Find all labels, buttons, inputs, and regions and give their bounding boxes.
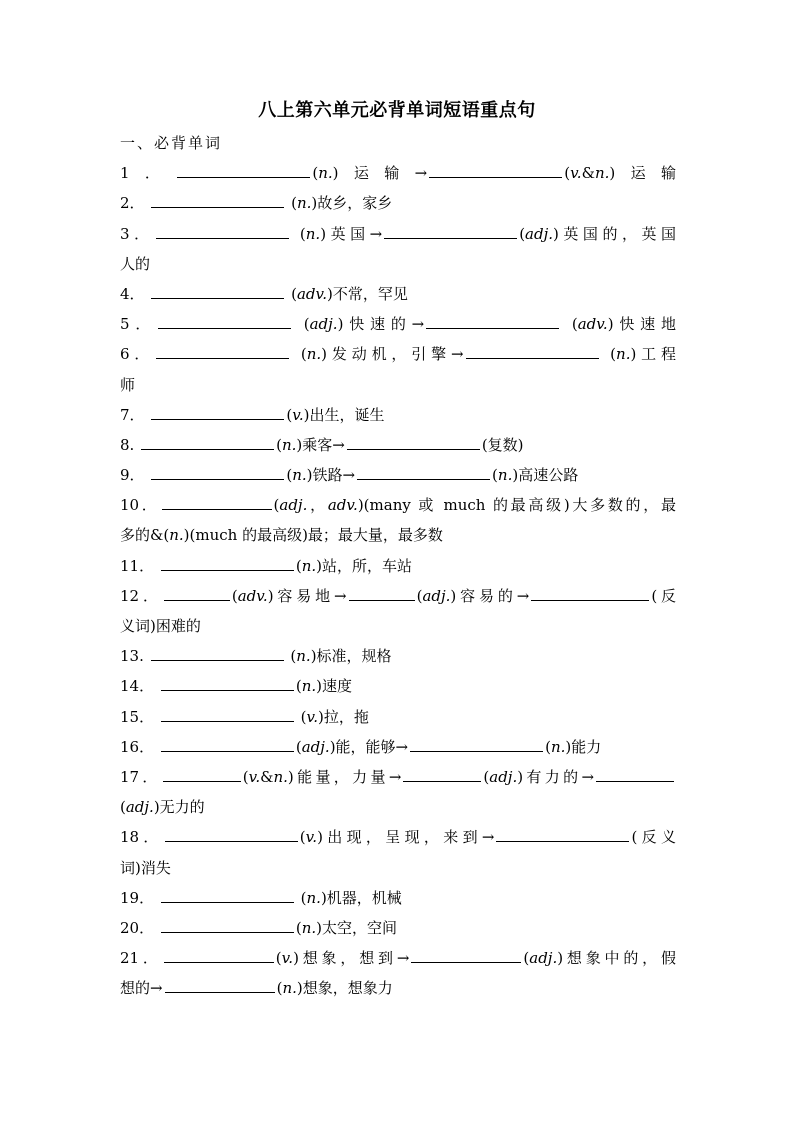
answer-blank[interactable] (531, 585, 649, 601)
answer-blank[interactable] (161, 555, 294, 571)
answer-blank[interactable] (357, 464, 490, 480)
list-item: 16． (adj.)能，能够→ (n.)能力 (120, 737, 602, 756)
list-item-continuation: 词)消失 (120, 858, 171, 877)
answer-blank[interactable] (164, 947, 274, 963)
list-item: 4． (adv.)不常，罕见 (120, 284, 408, 303)
answer-blank[interactable] (384, 223, 517, 239)
list-item: 2． (n.)故乡，家乡 (120, 194, 393, 213)
list-item: 14． (n.)速度 (120, 677, 353, 696)
answer-blank[interactable] (161, 887, 294, 903)
answer-blank[interactable] (158, 313, 291, 329)
answer-blank[interactable] (151, 645, 284, 661)
list-item: 11． (n.)站，所，车站 (120, 556, 413, 575)
answer-blank[interactable] (156, 223, 289, 239)
answer-blank[interactable] (347, 434, 480, 450)
answer-blank[interactable] (165, 826, 298, 842)
answer-blank[interactable] (163, 766, 241, 782)
answer-blank[interactable] (403, 766, 481, 782)
list-item: 13. (n.)标准，规格 (120, 647, 392, 666)
answer-blank[interactable] (161, 917, 294, 933)
answer-blank[interactable] (429, 162, 562, 178)
answer-blank[interactable] (141, 434, 274, 450)
list-item-continuation: 义词)困难的 (120, 617, 201, 635)
answer-blank[interactable] (177, 162, 310, 178)
list-item-continuation: 师 (120, 375, 136, 394)
list-item: 19． (n.)机器，机械 (120, 888, 402, 907)
list-item: 8. (n.)乘客→ (复数) (120, 435, 524, 454)
list-item: 21． (v.)想象，想到→ (adj.)想象中的，假 (120, 949, 677, 968)
list-item: 6． (n.)发动机，引擎→ (n.)工程 (120, 345, 677, 364)
answer-blank[interactable] (161, 675, 294, 691)
page-title: 八上第六单元必背单词短语重点句 (258, 100, 536, 121)
list-item: 10． (adj.，adv.)(many 或 much 的最高级)大多数的，最 (120, 496, 676, 515)
vocab-list (120, 128, 676, 1003)
answer-blank[interactable] (165, 977, 275, 993)
answer-blank[interactable] (162, 494, 272, 510)
list-item-continuation: 人的 (120, 254, 151, 273)
answer-blank[interactable] (410, 736, 543, 752)
list-item: 20． (n.)太空，空间 (120, 918, 398, 937)
answer-blank[interactable] (151, 464, 284, 480)
list-item: 12． (adv.)容易地→ (adj.)容易的→ (反 (120, 586, 677, 605)
answer-blank[interactable] (161, 736, 294, 752)
answer-blank[interactable] (349, 585, 415, 601)
answer-blank[interactable] (164, 585, 230, 601)
answer-blank[interactable] (161, 706, 294, 722)
answer-blank[interactable] (151, 192, 284, 208)
list-item: 5． (adj.)快速的→ (adv.)快速地 (120, 315, 676, 334)
list-item: 9． (n.)铁路→ (n.)高速公路 (120, 466, 579, 485)
answer-blank[interactable] (156, 343, 289, 359)
list-item-continuation: 想的→ (n.)想象，想象力 (120, 979, 393, 998)
list-item: 17． (v.&n.)能量，力量→ (adj.)有力的→ (120, 762, 676, 792)
list-item: 15． (v.)拉，拖 (120, 707, 369, 726)
answer-blank[interactable] (426, 313, 559, 329)
answer-blank[interactable] (411, 947, 521, 963)
answer-blank[interactable] (151, 283, 284, 299)
list-item-continuation: 多的&(n.)(much 的最高级)最；最大量，最多数 (120, 526, 443, 545)
answer-blank[interactable] (151, 404, 284, 420)
list-item: 1． (n.)运输→ (v.&n.)运输 (120, 164, 677, 183)
answer-blank[interactable] (496, 826, 629, 842)
section-heading: 一、必背单词 (120, 134, 223, 152)
list-item: 3． (n.)英国→ (adj.)英国的，英国 (120, 224, 677, 243)
answer-blank[interactable] (466, 343, 599, 359)
list-item: 18． (v.)出现，呈现，来到→ (反义 (120, 828, 676, 847)
list-item-continuation: (adj.)无力的 (120, 798, 205, 817)
list-item: 7． (v.)出生，诞生 (120, 405, 385, 424)
answer-blank[interactable] (596, 766, 674, 782)
